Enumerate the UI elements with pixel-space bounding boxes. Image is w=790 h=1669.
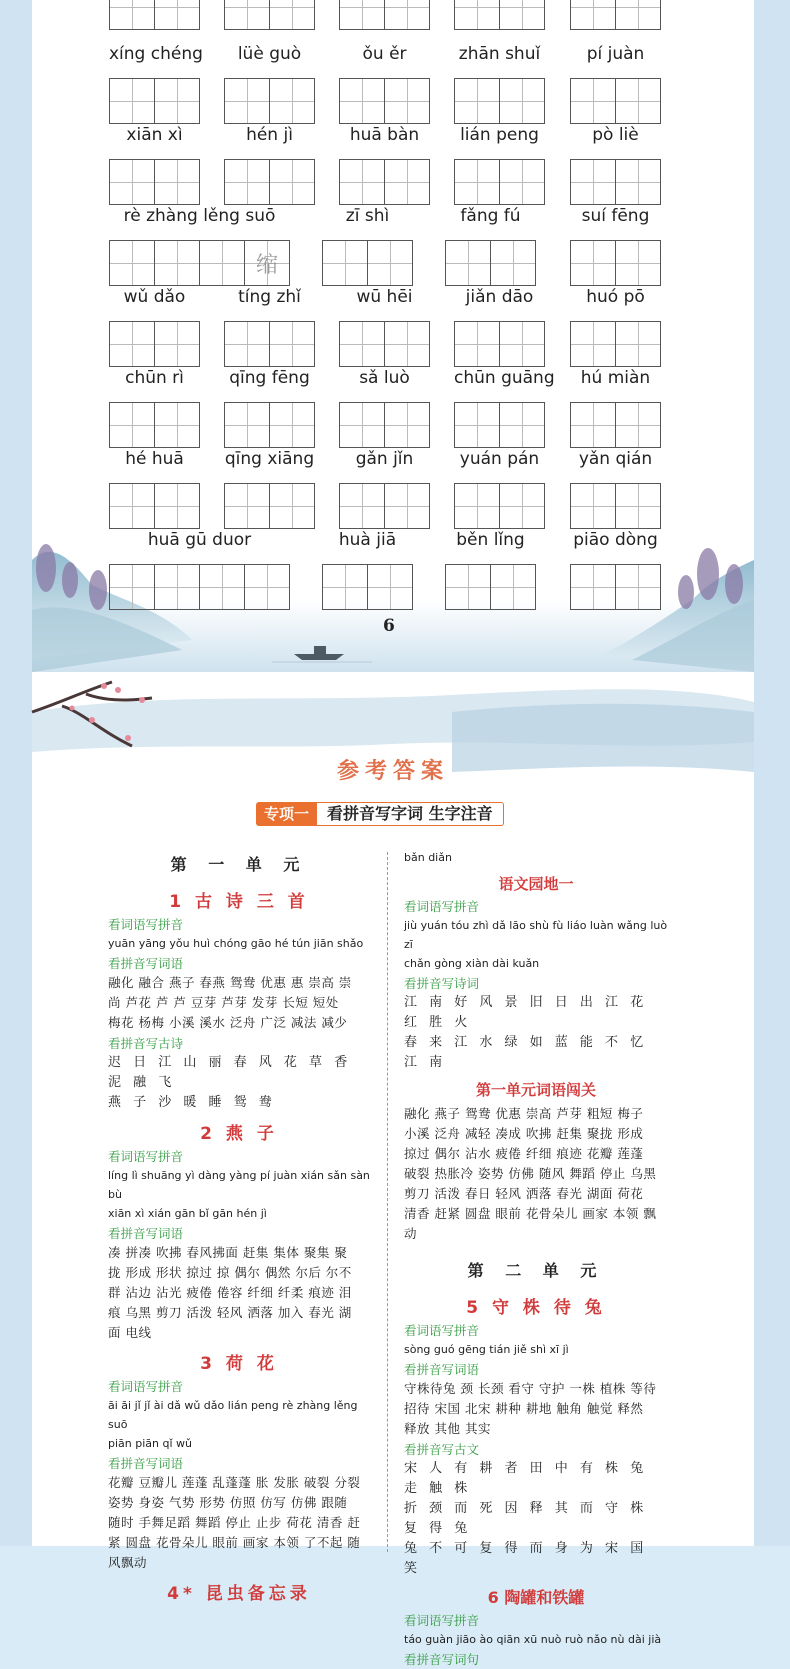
poem-answer: 燕 子 沙 暖 睡 鸳 鸯 (108, 1095, 276, 1110)
pinyin-prompt: chūn rì (125, 368, 184, 388)
subheading: 看词语写拼音 (108, 1379, 184, 1394)
pinyin-prompt: tíng zhǐ (238, 287, 301, 307)
word-answer: 凑 拼凑 吹拂 春风拂面 赶集 集体 聚集 聚 (108, 1245, 348, 1260)
writing-box[interactable] (154, 240, 200, 286)
lesson-title: 2 燕 子 (200, 1124, 278, 1144)
word-answer: 紧 圆盘 花骨朵儿 眼前 画家 本领 了不起 随 (108, 1535, 361, 1550)
writing-box[interactable] (499, 483, 545, 529)
lesson-title: 5 守 株 待 兔 (466, 1298, 606, 1318)
word-answer: 招待 宋国 北宋 耕种 耕地 触角 触觉 释然 (404, 1401, 644, 1416)
poem-answer: 兔 不 可 复 得 而 身 为 宋 国 笑 (404, 1541, 648, 1576)
writing-box[interactable] (615, 321, 661, 367)
pinyin-row (32, 125, 754, 205)
writing-box[interactable] (339, 402, 385, 448)
pinyin-prompt: huā bàn (349, 125, 420, 145)
writing-box[interactable] (224, 78, 270, 124)
pinyin-prompt: xíng chéng (109, 44, 203, 64)
pinyin-answer: āi āi jǐ jǐ ài dǎ wǔ dǎo lián peng rè zhàng lěng suō (108, 1399, 358, 1431)
answer-key-title: 参考答案 (336, 759, 449, 784)
writing-box[interactable] (109, 321, 155, 367)
pinyin-prompt: gǎn jǐn (355, 449, 414, 469)
word-answer: 释放 其他 其实 (404, 1421, 491, 1436)
pinyin-prompt: xiān xì (126, 125, 183, 145)
pinyin-prompt: zhān shuǐ (458, 44, 541, 64)
writing-box[interactable] (570, 564, 616, 610)
subheading: 看拼音写词句 (404, 1652, 480, 1667)
writing-box[interactable] (384, 402, 430, 448)
trace-hint-char: 缩 (255, 252, 278, 278)
subheading: 看词语写拼音 (404, 899, 480, 914)
writing-box[interactable] (339, 78, 385, 124)
unit-heading: 第 一 单 元 (170, 855, 308, 874)
pinyin-prompt: chūn guāng (454, 368, 555, 388)
pinyin-row (32, 530, 754, 610)
writing-box[interactable] (109, 564, 155, 610)
pinyin-prompt: pí juàn (586, 44, 645, 64)
writing-box[interactable] (339, 321, 385, 367)
writing-box[interactable] (454, 159, 500, 205)
subheading: 看词语写拼音 (108, 917, 184, 932)
ink-landscape-banner (32, 672, 754, 812)
writing-box[interactable] (490, 564, 536, 610)
word-answer: 群 沾边 沾光 疲倦 倦容 纤细 纤柔 痕迹 泪 (108, 1285, 352, 1300)
pinyin-answer: sòng guó gēng tián jiě shì xī jì (404, 1343, 569, 1356)
page-number: 6 (383, 616, 395, 636)
pinyin-prompt: huā gū duor (147, 530, 252, 550)
word-answer: 破裂 热胀冷 姿势 仿佛 随风 舞蹈 停止 乌黑 (404, 1166, 657, 1181)
section-badge (256, 802, 504, 826)
writing-box[interactable] (269, 483, 315, 529)
writing-box[interactable] (615, 240, 661, 286)
writing-box[interactable] (445, 564, 491, 610)
writing-box[interactable] (322, 564, 368, 610)
pinyin-prompt: qīng fēng (229, 368, 310, 388)
writing-box[interactable] (154, 78, 200, 124)
word-answer: 掠过 偶尔 沾水 疲倦 纤细 痕迹 花瓣 莲蓬 (404, 1146, 644, 1161)
writing-box[interactable] (615, 483, 661, 529)
pinyin-row (32, 368, 754, 448)
right-margin (754, 0, 790, 1546)
writing-box[interactable] (224, 159, 270, 205)
writing-box[interactable] (109, 402, 155, 448)
writing-box[interactable] (615, 402, 661, 448)
writing-box[interactable] (499, 402, 545, 448)
word-answer: 花瓣 豆瓣儿 莲蓬 乱蓬蓬 胀 发胀 破裂 分裂 (108, 1475, 361, 1490)
writing-box[interactable] (154, 321, 200, 367)
pinyin-answer: líng lì shuāng yì dàng yàng pí juàn xián sǎn sàn bù (108, 1169, 370, 1201)
pinyin-answer: jiù yuán tóu zhì dǎ lāo shù fù liáo luàn wǎng luò zī (404, 919, 668, 951)
pinyin-row (32, 44, 754, 124)
poem-answer: 春 来 江 水 绿 如 蓝 能 不 忆 江 南 (404, 1035, 648, 1070)
pinyin-prompt: pò liè (592, 125, 639, 145)
pinyin-answer: xiān xì xián gān bǐ gān hén jì (108, 1207, 267, 1220)
poem-answer: 宋 人 有 耕 者 田 中 有 株 兔 走 触 株 (404, 1461, 648, 1496)
word-answer: 风飘动 (108, 1555, 148, 1570)
subheading: 看拼音写古文 (404, 1442, 480, 1457)
pinyin-answer: piān piān qǐ wǔ (108, 1437, 192, 1450)
pinyin-prompt: yuán pán (459, 449, 540, 469)
word-answer: 剪刀 活泼 春日 轻风 洒落 春光 湖面 荷花 (404, 1186, 644, 1201)
writing-box[interactable] (384, 483, 430, 529)
pinyin-prompt: sǎ luò (359, 368, 410, 388)
answer-page (32, 672, 754, 1667)
word-answer: 拢 形成 形状 掠过 掠 偶尔 偶然 尔后 尔不 (108, 1265, 352, 1280)
badge-label: 专项一 (256, 802, 317, 826)
writing-box[interactable] (322, 240, 368, 286)
writing-box[interactable] (154, 402, 200, 448)
word-answer: 痕 乌黑 剪刀 活泼 轻风 洒落 加入 春光 湖 (108, 1305, 352, 1320)
pinyin-prompt: piāo dòng (573, 530, 658, 550)
writing-box[interactable] (224, 402, 270, 448)
pinyin-prompt: hú miàn (580, 368, 651, 388)
writing-box[interactable] (339, 483, 385, 529)
word-answer: 小溪 泛舟 减轻 凑成 吹拂 赶集 聚拢 形成 (404, 1126, 644, 1141)
pinyin-answer: bǎn diǎn (404, 851, 452, 864)
poem-answer: 折 颈 而 死 因 释 其 而 守 株 复 得 兔 (404, 1501, 648, 1536)
pinyin-prompt: ǒu ěr (362, 44, 407, 64)
subheading: 看拼音写诗词 (404, 976, 480, 991)
writing-box[interactable] (339, 159, 385, 205)
left-margin (0, 0, 32, 1546)
writing-box[interactable] (199, 240, 245, 286)
word-answer: 融化 燕子 鸳鸯 优惠 崇高 芦芽 粗短 梅子 (404, 1106, 644, 1121)
writing-box[interactable] (570, 321, 616, 367)
pinyin-answer: yuān yāng yǒu huì chóng gāo hé tún jiān shǎo (108, 937, 364, 950)
pinyin-prompt: lián peng (460, 125, 539, 145)
writing-box[interactable] (570, 159, 616, 205)
writing-box[interactable] (615, 564, 661, 610)
word-answer: 清香 赶紧 圆盘 眼前 花骨朵儿 画家 本领 飘动 (404, 1206, 657, 1241)
writing-box[interactable] (199, 564, 245, 610)
pinyin-answer: chǎn gòng xiàn dài kuǎn (404, 957, 540, 970)
subheading: 看拼音写词语 (108, 1226, 184, 1241)
word-answer: 尚 芦花 芦 芦 豆芽 芦芽 发芽 长短 短处 (108, 995, 339, 1010)
lesson-title: 第一单元词语闯关 (475, 1081, 596, 1099)
pinyin-row (32, 449, 754, 529)
subheading: 看词语写拼音 (108, 1149, 184, 1164)
subheading: 看词语写拼音 (404, 1323, 480, 1338)
writing-box[interactable] (154, 564, 200, 610)
writing-box[interactable] (367, 564, 413, 610)
pinyin-row (32, 287, 754, 367)
writing-box[interactable] (499, 78, 545, 124)
writing-box[interactable] (109, 240, 155, 286)
writing-box[interactable] (384, 159, 430, 205)
writing-box[interactable] (490, 240, 536, 286)
lesson-title: 6 陶罐和铁罐 (487, 1588, 585, 1607)
writing-box[interactable] (244, 240, 290, 286)
writing-box[interactable] (499, 321, 545, 367)
writing-box[interactable] (384, 321, 430, 367)
word-answer: 守株待兔 颈 长颈 看守 守护 一株 植株 等待 (404, 1381, 657, 1396)
pinyin-prompt: hén jì (246, 125, 293, 145)
pinyin-prompt: běn lǐng (456, 530, 525, 550)
writing-box[interactable] (615, 78, 661, 124)
subheading: 看拼音写古诗 (108, 1036, 184, 1051)
pinyin-prompt: jiǎn dāo (465, 287, 534, 307)
writing-box[interactable] (109, 483, 155, 529)
writing-box[interactable] (570, 483, 616, 529)
pinyin-row (32, 206, 754, 286)
writing-box[interactable] (445, 240, 491, 286)
writing-box[interactable] (454, 321, 500, 367)
pinyin-prompt: zī shì (345, 206, 390, 226)
pinyin-prompt: yǎn qián (578, 449, 653, 469)
writing-box[interactable] (454, 483, 500, 529)
subheading: 看拼音写词语 (108, 956, 184, 971)
lesson-title: 语文园地一 (498, 875, 574, 893)
writing-box[interactable] (615, 159, 661, 205)
writing-box[interactable] (109, 78, 155, 124)
pinyin-prompt: hé huā (125, 449, 184, 469)
writing-box[interactable] (499, 159, 545, 205)
lesson-title: 4* 昆虫备忘录 (167, 1584, 311, 1604)
pinyin-prompt: qīng xiāng (224, 449, 315, 469)
pinyin-prompt: suí fēng (581, 206, 650, 226)
poem-answer: 迟 日 江 山 丽 春 风 花 草 香 泥 融 飞 (108, 1055, 352, 1090)
word-answer: 随时 手舞足蹈 舞蹈 停止 止步 荷花 清香 赶 (108, 1515, 361, 1530)
pinyin-answer: táo guàn jiāo ào qiān xū nuò ruò nǎo nù dài jià (404, 1633, 662, 1646)
answer-right-column (404, 848, 668, 1669)
pinyin-prompt: huó pō (586, 287, 645, 307)
writing-box[interactable] (269, 321, 315, 367)
lesson-title: 3 荷 花 (200, 1354, 278, 1374)
writing-box[interactable] (109, 159, 155, 205)
column-divider (387, 852, 388, 1552)
word-answer: 融化 融合 燕子 春燕 鸳鸯 优惠 惠 崇高 崇 (108, 975, 352, 990)
writing-box[interactable] (570, 402, 616, 448)
writing-box[interactable] (269, 159, 315, 205)
lesson-title: 1 古 诗 三 首 (169, 892, 309, 912)
subheading: 看拼音写词语 (108, 1456, 184, 1471)
writing-box[interactable] (454, 402, 500, 448)
poem-answer: 江 南 好 风 景 旧 日 出 江 花 红 胜 火 (404, 995, 648, 1030)
writing-box[interactable] (384, 78, 430, 124)
exercise-page (32, 0, 754, 672)
writing-box[interactable] (454, 78, 500, 124)
word-answer: 姿势 身姿 气势 形势 仿照 仿写 仿佛 跟随 (108, 1495, 348, 1510)
badge-text: 看拼音写字词 生字注音 (317, 802, 504, 826)
writing-box[interactable] (244, 564, 290, 610)
pinyin-prompt: fǎng fú (460, 206, 521, 226)
pinyin-prompt: lüè guò (237, 44, 302, 64)
writing-box[interactable] (154, 483, 200, 529)
subheading: 看词语写拼音 (404, 1613, 480, 1628)
writing-box[interactable] (224, 483, 270, 529)
unit-heading: 第 二 单 元 (467, 1261, 605, 1280)
writing-box[interactable] (367, 240, 413, 286)
writing-box[interactable] (570, 78, 616, 124)
word-answer: 面 电线 (108, 1325, 152, 1340)
pinyin-prompt: rè zhàng lěng suō (123, 206, 276, 226)
writing-box[interactable] (224, 321, 270, 367)
answer-left-column (108, 848, 370, 1608)
writing-box[interactable] (570, 240, 616, 286)
writing-box[interactable] (269, 78, 315, 124)
pinyin-prompt: huà jiā (338, 530, 397, 550)
pinyin-prompt: wū hēi (356, 287, 413, 307)
pinyin-prompt: wǔ dǎo (123, 287, 186, 307)
subheading: 看拼音写词语 (404, 1362, 480, 1377)
writing-box[interactable] (269, 402, 315, 448)
word-answer: 梅花 杨梅 小溪 溪水 泛舟 广泛 减法 减少 (108, 1015, 348, 1030)
writing-box[interactable] (154, 159, 200, 205)
